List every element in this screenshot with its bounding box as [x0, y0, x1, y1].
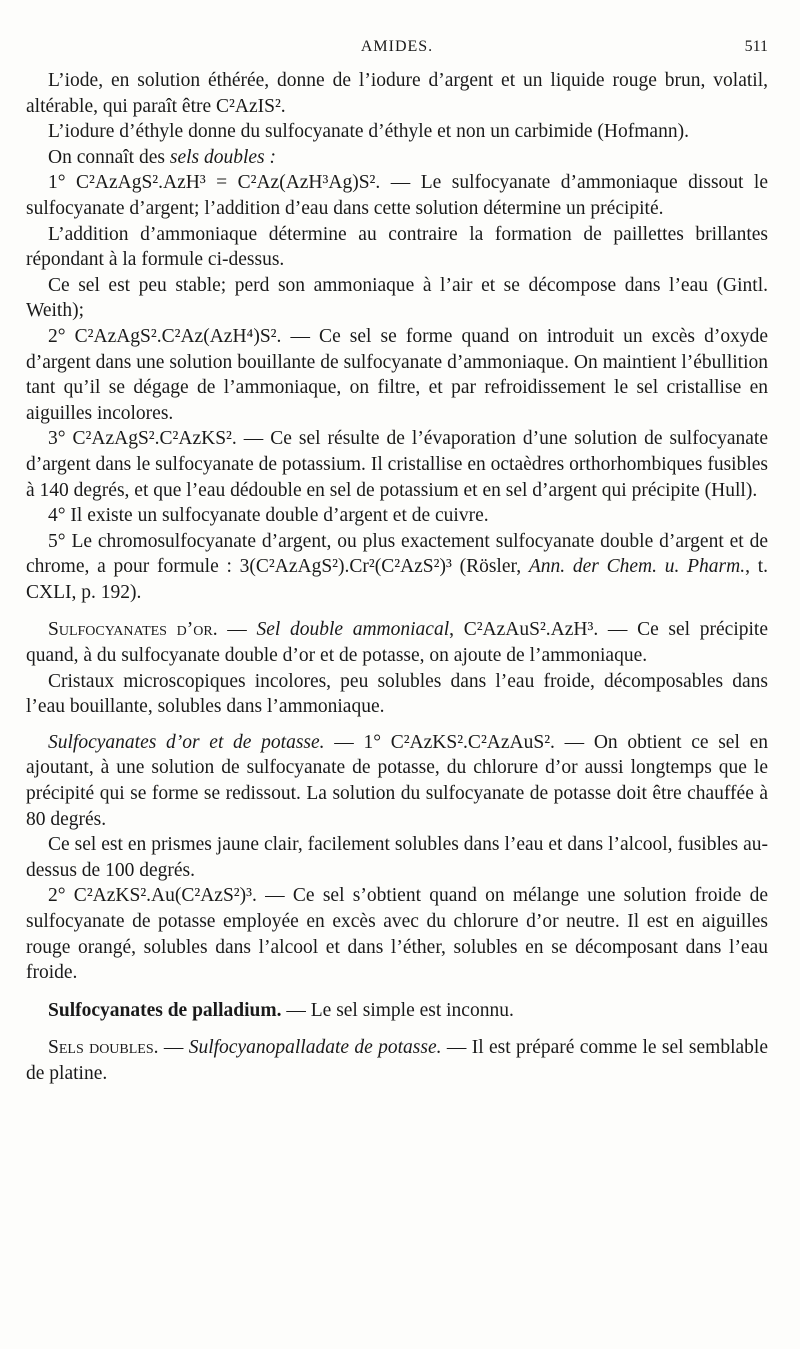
- text-run: — Il est préparé comme le sel semblable de platine.: [26, 1037, 768, 1084]
- paragraph-sel-2: 2° C²AzAgS².C²Az(AzH⁴)S². — Ce sel se forme quand on introduit un excès d’oxyde d’argent dans une solution bouillante de sulfocyanate d’ammoniaque. On maintient l’ébullition tant qu’il se dégage de l’ammoniaque, on filtre, et par refroidissement le sel cristallise en aiguilles incolores.: [26, 325, 768, 424]
- italic-term: Sel double ammoniacal: [256, 619, 450, 641]
- text-run: , C²AzAuS².AzH³. — Ce sel précipite quand, à du sulfocyanate double d’or et de potasse, on ajoute de l’ammoniaque.: [26, 619, 768, 667]
- paragraph-stabilite: Ce sel est peu stable; perd son ammoniaque à l’air et se décompose dans l’eau (Gintl. Weith);: [26, 274, 768, 322]
- page-number: 511: [744, 38, 768, 55]
- running-title: AMIDES.: [360, 38, 434, 55]
- paragraph-sels-doubles: [26, 145, 768, 171]
- section-heading-sels-doubles: Sels doubles.: [48, 1037, 159, 1059]
- paragraph-iode: L’iode, en solution éthérée, donne de l’iodure d’argent et un liquide rouge brun, volatil, altérable, qui paraît être C²AzIS².: [26, 70, 768, 117]
- paragraph-sel-3: 3° C²AzAgS².C²AzKS². — Ce sel résulte de l’évaporation d’une solution de sulfocyanate d’argent dans le sulfocyanate de potassium. Il cristallise en octaèdres orthorhombiques fusibles à 140 degrés, et que l’eau dédouble en sel de potassium et en sel d’argent qui précipite (Hull).: [26, 428, 768, 501]
- section-heading-palladium: Sulfocyanates de palladium.: [48, 999, 282, 1021]
- text-run: — 1° C²AzKS².C²AzAuS². — On obtient ce sel en ajoutant, à une solution de sulfocyanate de potasse, du chlorure d’or aussi longtemps que le précipité qui se forme se redissout. La solution du sulfocyanate de potasse doit être chauffée à 80 degrés.: [26, 731, 768, 830]
- paragraph-or-potasse-2: 2° C²AzKS².Au(C²AzS²)³. — Ce sel s’obtient quand on mélange une solution froide de sulfocyanate de potasse employée en excès avec du chlorure d’or neutre. Il est en aiguilles rouge orangé, solubles dans l’alcool et dans l’éther, solubles en se décomposant dans l’eau froide.: [26, 885, 768, 984]
- paragraph-iodure-ethyle: L’iodure d’éthyle donne du sulfocyanate d’éthyle et non un carbimide (Hofmann).: [48, 121, 689, 143]
- text-run: 5° Le chromosulfocyanate d’argent, ou plus exactement sulfocyanate double d’argent et de chrome, a pour formule : 3(C²AzAgS²).Cr²(C²AzS²)³ (Rösler,: [26, 530, 768, 578]
- paragraph-sulfocyanates-or: [26, 617, 768, 668]
- paragraph-sel-4: 4° Il existe un sulfocyanate double d’argent et de cuivre.: [48, 505, 489, 527]
- text-run: —: [158, 1037, 189, 1059]
- paragraph-sel-1: 1° C²AzAgS².AzH³ = C²Az(AzH³Ag)S². — Le sulfocyanate d’ammoniaque dissout le sulfocyanate d’argent; l’addition d’eau dans cette solution détermine un précipité.: [26, 172, 768, 219]
- paragraph-sel-5: [26, 529, 768, 606]
- section-heading-or: Sulfocyanates d’or.: [48, 619, 218, 641]
- italic-term: Sulfocyanopalladate de potasse.: [188, 1037, 442, 1059]
- page-body: [26, 68, 768, 1087]
- italic-heading: Sulfocyanates d’or et de potasse.: [48, 731, 325, 753]
- paragraph-cristaux: Cristaux microscopiques incolores, peu solubles dans l’eau froide, décomposables dans l’eau bouillante, solubles dans l’ammoniaque.: [26, 670, 768, 718]
- paragraph-palladium: [26, 998, 768, 1024]
- paragraph-or-potasse: [26, 730, 768, 832]
- text-run: —: [217, 619, 257, 641]
- journal-citation: Ann. der Chem. u. Pharm.: [528, 556, 746, 578]
- paragraph-sels-doubles-palladium: [26, 1035, 768, 1086]
- italic-term: sels doubles :: [169, 146, 277, 168]
- text-run: , t. CXLI, p. 192).: [26, 556, 769, 603]
- paragraph-ammoniaque: L’addition d’ammoniaque détermine au contraire la formation de paillettes brillantes répondant à la formule ci-dessus.: [26, 223, 768, 271]
- paragraph-prismes: Ce sel est en prismes jaune clair, facilement solubles dans l’eau et dans l’alcool, fusibles au-dessus de 100 degrés.: [26, 834, 768, 881]
- text-run: — Le sel simple est inconnu.: [281, 999, 514, 1021]
- text-run: On connaît des: [48, 146, 170, 168]
- running-header: [26, 38, 768, 68]
